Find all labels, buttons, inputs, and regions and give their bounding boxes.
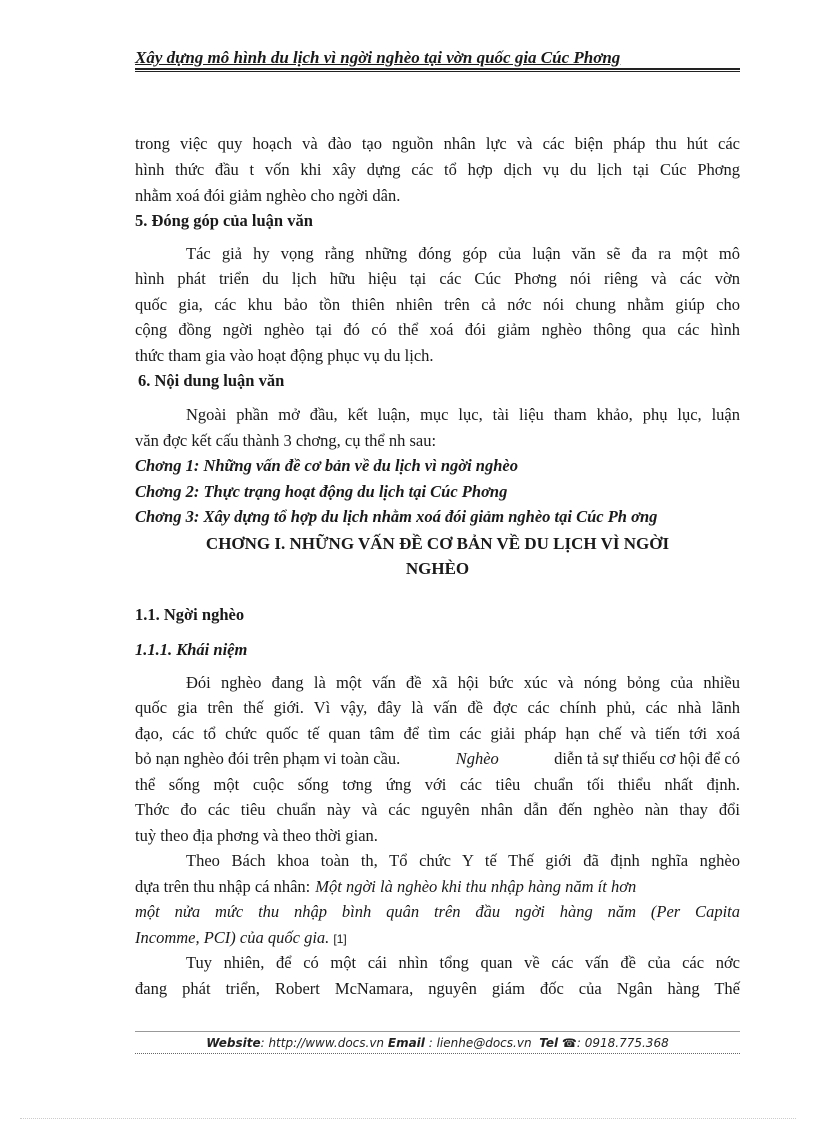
body-line: Ngoài phần mở đầu, kết luận, mục lục, tài liệu tham khảo, phụ lục, luận [186,405,740,424]
body-line: trong việc quy hoạch và đào tạo nguồn nhân lực và các biện pháp thu hút các [135,134,740,153]
chapter-list-item: Chơng 2: Thực trạng hoạt động du lịch tại Cúc Phơng [135,482,508,501]
chapter-title: CHƠNG I. NHỮNG VẤN ĐỀ CƠ BẢN VỀ DU LỊCH VÌ NGỜI [205,534,670,553]
chapter-title-continued: NGHÈO [405,559,470,578]
body-line: Theo Bách khoa toàn th, Tổ chức Y tế Thế giới đã định nghĩa nghèo [186,851,740,870]
body-line: đạo, các tổ chức quốc tế quan tâm để tìm các giải pháp hạn chế và tiến tới xoá [135,724,740,743]
email-link[interactable]: : lienhe@docs.vn [424,1036,532,1050]
body-line: cộng đồng ngời nghèo tại đó có thể xoá đói giảm nghèo thông qua các hình [135,320,740,339]
section-heading: 6. Nội dung luận văn [138,371,285,390]
body-text: dựa trên thu nhập cá nhân: [135,877,311,896]
footer [135,1036,740,1050]
body-line: Tuy nhiên, để có một cái nhìn tổng quan về các vấn đề của các nớc [186,953,740,972]
footer-rule-top [135,1031,740,1032]
body-line: Tác giả hy vọng rằng những đóng góp của luận văn sẽ đa ra một mô [186,244,740,263]
quote-text: Incomme, PCI) của quốc gia. [135,928,330,947]
body-line: Thớc đo các tiêu chuẩn này và các nguyên nhân dẫn đến nghèo nàn thay đổi [135,800,740,819]
body-line: Đói nghèo đang là một vấn đề xã hội bức xúc và nóng bỏng của nhiều [186,673,740,692]
body-line [135,748,740,770]
email-label: Email [387,1036,425,1050]
chapter-list-item: Chơng 3: Xây dựng tổ hợp du lịch nhằm xoá đói giảm nghèo tại Cúc Ph ơng [135,507,658,526]
quote-text: Một ngời là nghèo khi thu nhập hàng năm ít hơn [315,877,637,896]
body-text: diễn tả sự thiếu cơ hội để có [554,749,740,768]
page-edge-divider [20,1118,796,1119]
body-line: hình phát triển du lịch hữu hiệu tại các Cúc Phơng nói riêng và các vờn [135,269,740,288]
body-line: quốc gia, các khu bảo tồn thiên nhiên trên cả nớc nói chung nhằm giúp cho [135,295,740,314]
body-line: quốc gia trên thế giới. Vì vậy, đây là vấn đề đợc các chính phủ, các nhà lãnh [135,698,740,717]
running-header: Xây dựng mô hình du lịch vì ngời nghèo tại vờn quốc gia Cúc Phơng [135,48,621,67]
body-line: văn đợc kết cấu thành 3 chơng, cụ thể nh sau: [135,431,437,450]
body-line [135,876,740,898]
citation: [1] [333,932,347,946]
tel-label: Tel [539,1036,559,1050]
body-text: bỏ nạn nghèo đói trên phạm vi toàn cầu. [135,749,401,768]
chapter-list-item: Chơng 1: Những vấn đề cơ bản về du lịch vì ngời nghèo [135,456,518,475]
section-heading: 5. Đóng góp của luận văn [135,211,313,230]
tel-value: : 0918.775.368 [576,1036,669,1050]
website-label: Website [206,1036,261,1050]
header-rule-thin [135,71,740,72]
website-link[interactable]: : http://www.docs.vn [260,1036,385,1050]
body-line: nhằm xoá đói giảm nghèo cho ngời dân. [135,186,401,205]
phone-icon: ☎ [561,1036,577,1050]
body-line: hình thức đầu t vốn khi xây dựng các tổ hợp dịch vụ du lịch tại Cúc Phơng [135,160,740,179]
body-line: đang phát triển, Robert McNamara, nguyên giám đốc của Ngân hàng Thế [135,979,740,998]
body-line: thể sống một cuộc sống tơng ứng với các tiêu chuẩn tối thiểu nhất định. [135,775,740,794]
body-line: tuỳ theo địa phơng và theo thời gian. [135,826,378,845]
footer-rule [135,1053,740,1054]
emphasis-text: Nghèo [455,749,499,768]
body-line: thức tham gia vào hoạt động phục vụ du lịch. [135,346,434,365]
body-line [135,927,740,950]
subsubsection-heading: 1.1.1. Khái niệm [135,640,248,659]
subsection-heading: 1.1. Ngời nghèo [135,605,245,624]
header-rule [135,68,740,70]
quote-line: một nửa mức thu nhập bình quân trên đầu ngời hàng năm (Per Capita [135,902,740,921]
